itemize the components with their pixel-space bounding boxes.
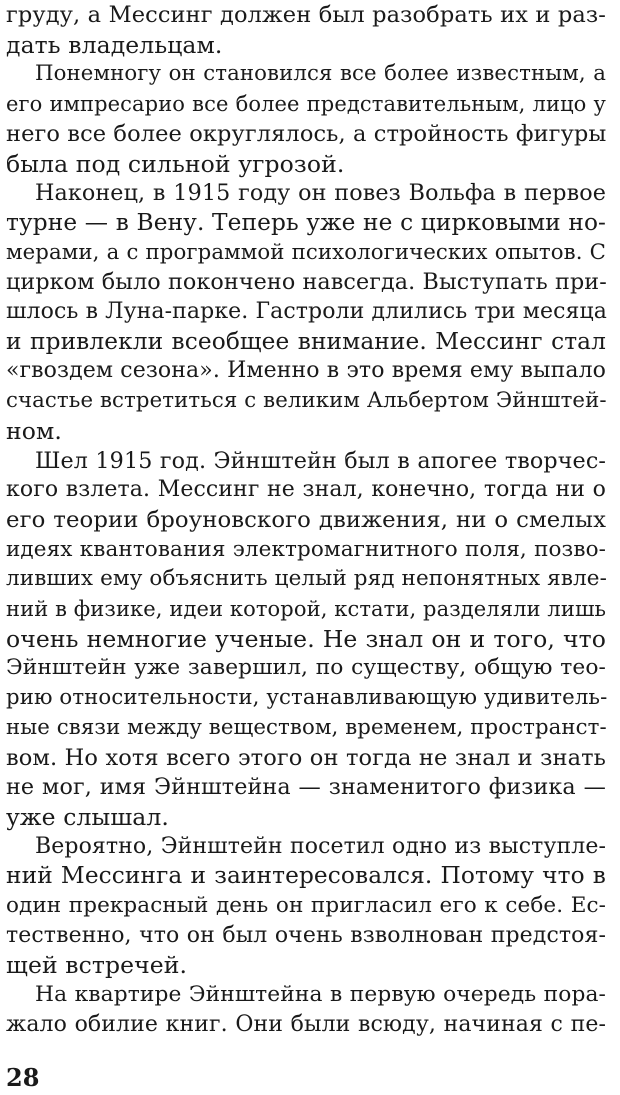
text-line: его теории броуновского движения, ни о смелых xyxy=(6,506,606,533)
text-line: ний Мессинга и заинтересовался. Потому что в xyxy=(6,862,606,890)
paragraph-first-line: Вероятно, Эйнштейн посетил одно из выступле- xyxy=(35,833,606,859)
text-line: турне — в Вену. Теперь уже не с цирковыми но- xyxy=(6,208,606,236)
text-line: ний в физике, идеи которой, кстати, разделяли лишь xyxy=(6,597,607,621)
text-line: идеях квантования электромагнитного поля, позво- xyxy=(6,536,606,562)
text-line: один прекрасный день он пригласил его к себе. Ес- xyxy=(6,893,606,918)
text-line: него все более округлялось, а стройность фигуры xyxy=(6,120,607,147)
text-line: груду, а Мессинг должен был разобрать их и раз- xyxy=(6,2,606,28)
text-line: ном. xyxy=(6,416,62,445)
text-line: шлось в Луна-парке. Гастроли длились три месяца xyxy=(6,299,607,324)
paragraph-first-line: Наконец, в 1915 году он повез Вольфа в первое xyxy=(35,180,606,207)
paragraph-first-line: Понемногу он становился все более известным, а xyxy=(35,61,606,87)
text-line: его импресарио все более представительным, лицо у xyxy=(6,92,606,117)
text-line: ливших ему объяснить целый ряд непонятных явле- xyxy=(6,566,607,592)
paragraph-first-line: На квартире Эйнштейна в первую очередь пора- xyxy=(35,982,606,1008)
text-line: щей встречей. xyxy=(6,951,188,980)
text-line: была под сильной угрозой. xyxy=(6,149,345,178)
text-line: вом. Но хотя всего этого он тогда не знал и знать xyxy=(6,744,606,771)
text-line: кого взлета. Мессинг не знал, конечно, тогда ни о xyxy=(6,477,606,503)
text-line: Эйнштейн уже завершил, по существу, общую тео- xyxy=(6,655,606,681)
text-line: тественно, что он был очень взволнован предстоя- xyxy=(6,922,606,948)
text-line: рию относительности, устанавливающую удивитель- xyxy=(6,685,608,711)
text-line: цирком было покончено навсегда. Выступать при- xyxy=(6,269,607,296)
text-line: очень немногие ученые. Не знал он и того, что xyxy=(6,624,606,653)
text-line: жало обилие книг. Они были всюду, начиная с пе- xyxy=(6,1011,606,1037)
text-line: ные связи между веществом, временем, пространст- xyxy=(6,714,607,740)
text-line: и привлекли всеобщее внимание. Мессинг стал xyxy=(6,327,606,355)
paragraph-first-line: Шел 1915 год. Эйнштейн был в апогее творчес- xyxy=(35,447,606,474)
text-line: «гвоздем сезона». Именно в это время ему выпало xyxy=(6,358,606,384)
text-line: уже слышал. xyxy=(6,802,169,831)
page-number: 28 xyxy=(6,1063,40,1092)
text-line: не мог, имя Эйнштейна — знаменитого физика — xyxy=(6,774,606,801)
text-line: дать владельцам. xyxy=(6,30,223,59)
text-line: мерами, а с программой психологических опытов. С xyxy=(6,239,606,265)
text-line: счастье встретиться с великим Альбертом Эйнштей- xyxy=(6,388,607,414)
